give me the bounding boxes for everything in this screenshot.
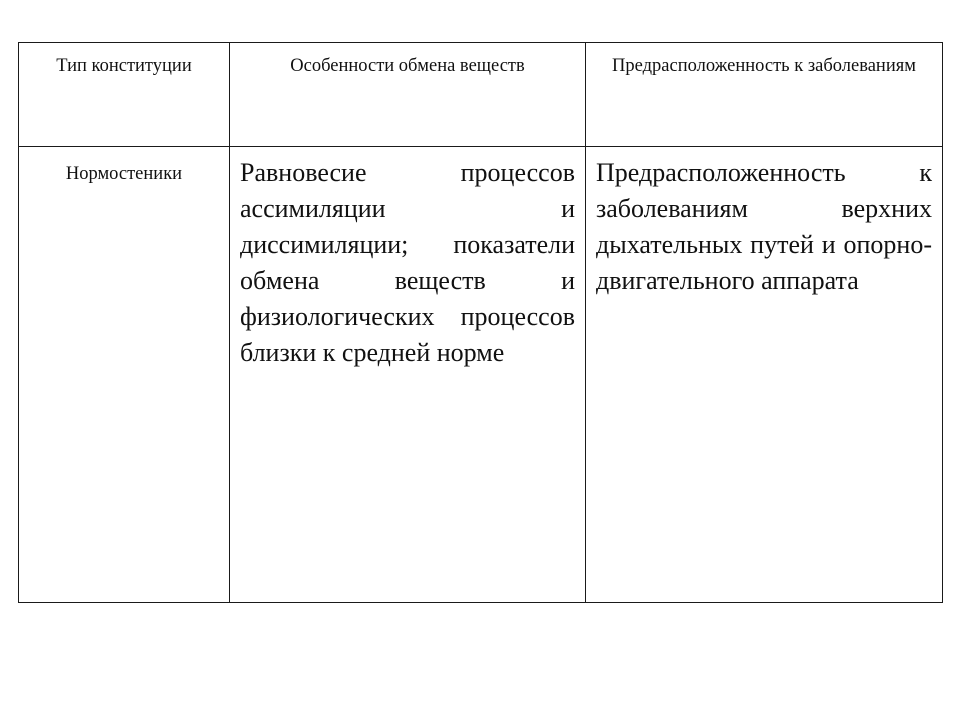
table-row (19, 147, 943, 603)
header-cell-predisposition (586, 43, 943, 147)
row-metabolism-value: Равновесие процессов ассимиляции и диссимиляции; показатели обмена веществ и физиологических процессов близки к средней норме (240, 158, 575, 367)
row-predisposition-value: Предрасположенность к заболеваниям верхних дыхательных путей и опорно-двигательного аппарата (596, 158, 932, 295)
row-type-value: Нормостеники (65, 164, 183, 184)
header-predisposition-label: Предрасположенность к заболеваниям (612, 56, 916, 76)
header-metabolism-label: Особенности обмена веществ (290, 56, 525, 76)
cell-predisposition (586, 147, 943, 603)
constitution-table (18, 42, 943, 603)
header-cell-type (19, 43, 230, 147)
header-cell-metabolism (230, 43, 586, 147)
table-header-row (19, 43, 943, 147)
cell-metabolism (230, 147, 586, 603)
cell-type (19, 147, 230, 603)
header-type-label: Тип конституции (56, 56, 192, 76)
